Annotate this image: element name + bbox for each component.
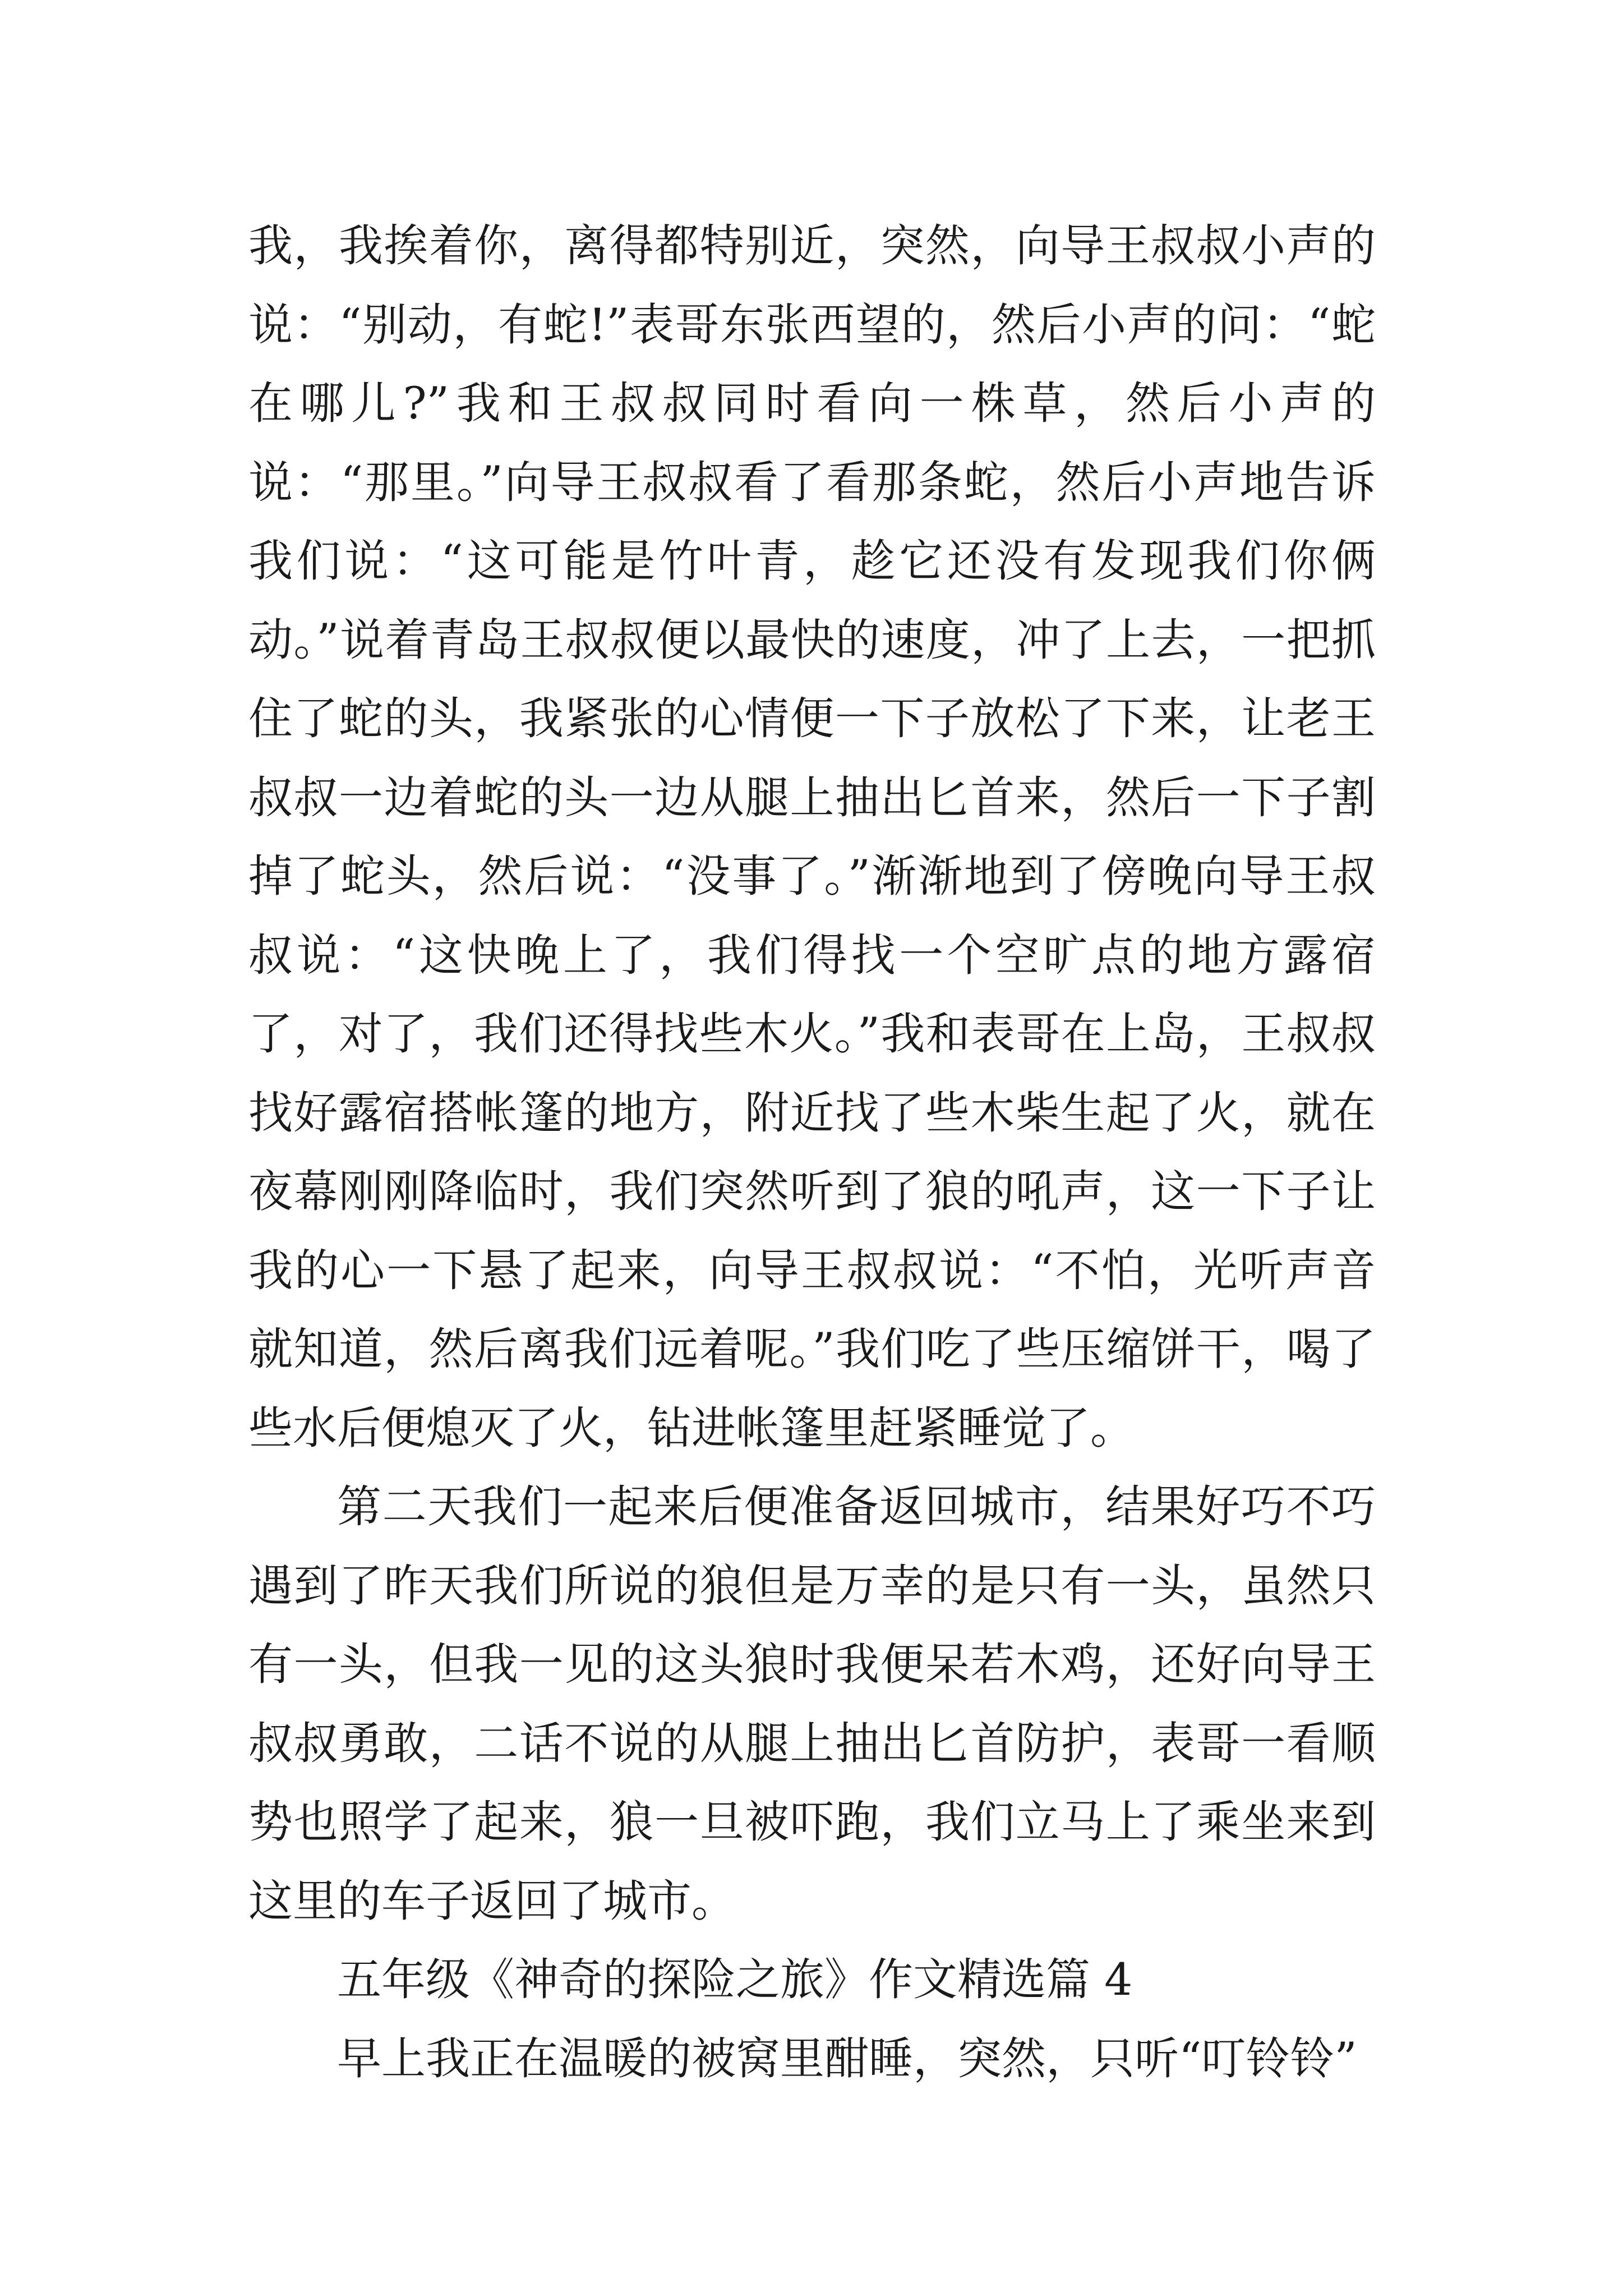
section-heading: 五年级《神奇的探险之旅》作文精选篇 4 bbox=[337, 1954, 1133, 2005]
paragraph-1: 我，我挨着你，离得都特别近，突然，向导王叔叔小声的说：“别动，有蛇!”表哥东张西望的，然后小声的问：“蛇在哪儿?”我和王叔叔同时看向一株草，然后小声的说：“那里。”向导王叔叔看了看那条蛇，然后小声地告诉我们说：“这可能是竹叶青，趁它还没有发现我们你俩动。”说着青岛王叔叔便以最快的速度，冲了上去，一把抓住了蛇的头，我紧张的心情便一下子放松了下来，让老王叔叔一边着蛇的头一边从腿上抽出匕首来，然后一下子割掉了蛇头，然后说：“没事了。”渐渐地到了傍晚向导王叔叔说：“这快晚上了，我们得找一个空旷点的地方露宿了，对了，我们还得找些木火。”我和表哥在上岛，王叔叔找好露宿搭帐篷的地方，附近找了些木柴生起了火，就在夜幕刚刚降临时，我们突然听到了狼的吼声，这一下子让我的心一下悬了起来，向导王叔叔说：“不怕，光听声音就知道，然后离我们远着呢。”我们吃了些压缩饼干，喝了些水后便熄灭了火，钻进帐篷里赶紧睡觉了。 bbox=[248, 220, 1376, 1454]
paragraph-2: 第二天我们一起来后便准备返回城市，结果好巧不巧遇到了昨天我们所说的狼但是万幸的是只有一头，虽然只有一头，但我一见的这头狼时我便呆若木鸡，还好向导王叔叔勇敢，二话不说的从腿上抽出匕首防护，表哥一看顺势也照学了起来，狼一旦被吓跑，我们立马上了乘坐来到这里的车子返回了城市。 bbox=[248, 1481, 1376, 1927]
paragraph-3: 早上我正在温暖的被窝里酣睡，突然，只听“叮铃铃” bbox=[337, 2032, 1357, 2085]
document-body bbox=[248, 206, 1376, 2098]
